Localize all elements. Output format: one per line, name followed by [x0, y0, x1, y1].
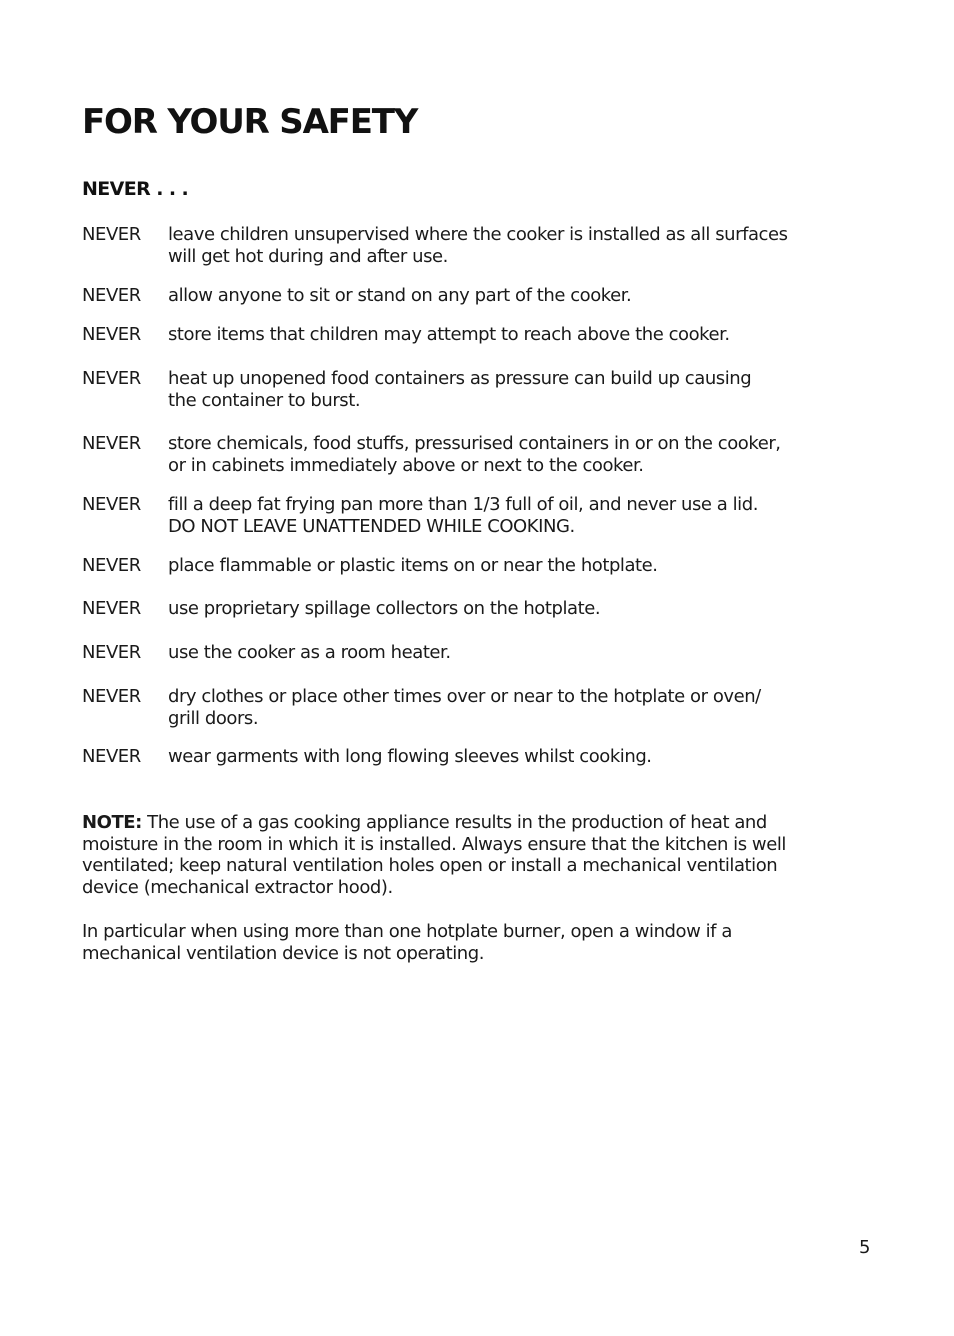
note-label: NOTE: — [82, 812, 142, 833]
rule-line: or in cabinets immediately above or next to the cooker. — [168, 454, 644, 476]
page-title: FOR YOUR SAFETY — [82, 102, 418, 142]
rule-line: store items that children may attempt to reach above the cooker. — [168, 324, 730, 345]
section-subtitle: NEVER . . . — [82, 178, 189, 200]
rule-keyword: NEVER — [82, 285, 141, 306]
rule-line: dry clothes or place other times over or near to the hotplate or oven/ — [168, 686, 761, 707]
rule-text — [168, 285, 838, 307]
rule-line: fill a deep fat frying pan more than 1/3 full of oil, and never use a lid. — [168, 494, 758, 515]
page-number: 5 — [859, 1237, 871, 1258]
rule-line: heat up unopened food containers as pressure can build up causing — [168, 368, 752, 389]
rule-text — [168, 368, 838, 411]
rule-text — [168, 555, 838, 577]
rule-line: leave children unsupervised where the cooker is installed as all surfaces — [168, 224, 788, 245]
rule-line: store chemicals, food stuffs, pressurised containers in or on the cooker, — [168, 433, 781, 454]
rule-line: DO NOT LEAVE UNATTENDED WHILE COOKING. — [168, 515, 575, 537]
rule-text — [168, 224, 838, 267]
rule-text — [168, 642, 838, 664]
note-line: device (mechanical extractor hood). — [82, 876, 393, 898]
rule-line: the container to burst. — [168, 389, 361, 411]
rule-line: place flammable or plastic items on or near the hotplate. — [168, 555, 658, 576]
rule-text — [168, 494, 838, 537]
rule-line: allow anyone to sit or stand on any part of the cooker. — [168, 285, 632, 306]
rule-line: will get hot during and after use. — [168, 245, 448, 267]
rule-line: wear garments with long flowing sleeves whilst cooking. — [168, 746, 652, 767]
rule-keyword: NEVER — [82, 686, 141, 707]
rule-keyword: NEVER — [82, 642, 141, 663]
rule-text — [168, 746, 838, 768]
rule-line: grill doors. — [168, 707, 259, 729]
rule-keyword: NEVER — [82, 598, 141, 619]
rule-text — [168, 324, 838, 346]
paragraph-line: In particular when using more than one hotplate burner, open a window if a — [82, 921, 732, 942]
note-line: ventilated; keep natural ventilation holes open or install a mechanical ventilation — [82, 855, 778, 876]
rule-keyword: NEVER — [82, 494, 141, 515]
rule-keyword: NEVER — [82, 368, 141, 389]
rule-text — [168, 598, 838, 620]
safety-note — [82, 812, 842, 898]
rule-keyword: NEVER — [82, 324, 141, 345]
rule-line: use proprietary spillage collectors on the hotplate. — [168, 598, 601, 619]
note-line: moisture in the room in which it is installed. Always ensure that the kitchen is well — [82, 833, 786, 855]
note-line — [82, 812, 842, 834]
rule-line: use the cooker as a room heater. — [168, 642, 451, 663]
paragraph-line: mechanical ventilation device is not operating. — [82, 942, 484, 964]
rule-text — [168, 433, 838, 476]
rule-text — [168, 686, 838, 729]
rule-keyword: NEVER — [82, 746, 141, 767]
note-first-line: The use of a gas cooking appliance results in the production of heat and — [141, 812, 767, 833]
rule-keyword: NEVER — [82, 433, 141, 454]
rule-keyword: NEVER — [82, 555, 141, 576]
ventilation-paragraph — [82, 921, 842, 964]
rule-keyword: NEVER — [82, 224, 141, 245]
